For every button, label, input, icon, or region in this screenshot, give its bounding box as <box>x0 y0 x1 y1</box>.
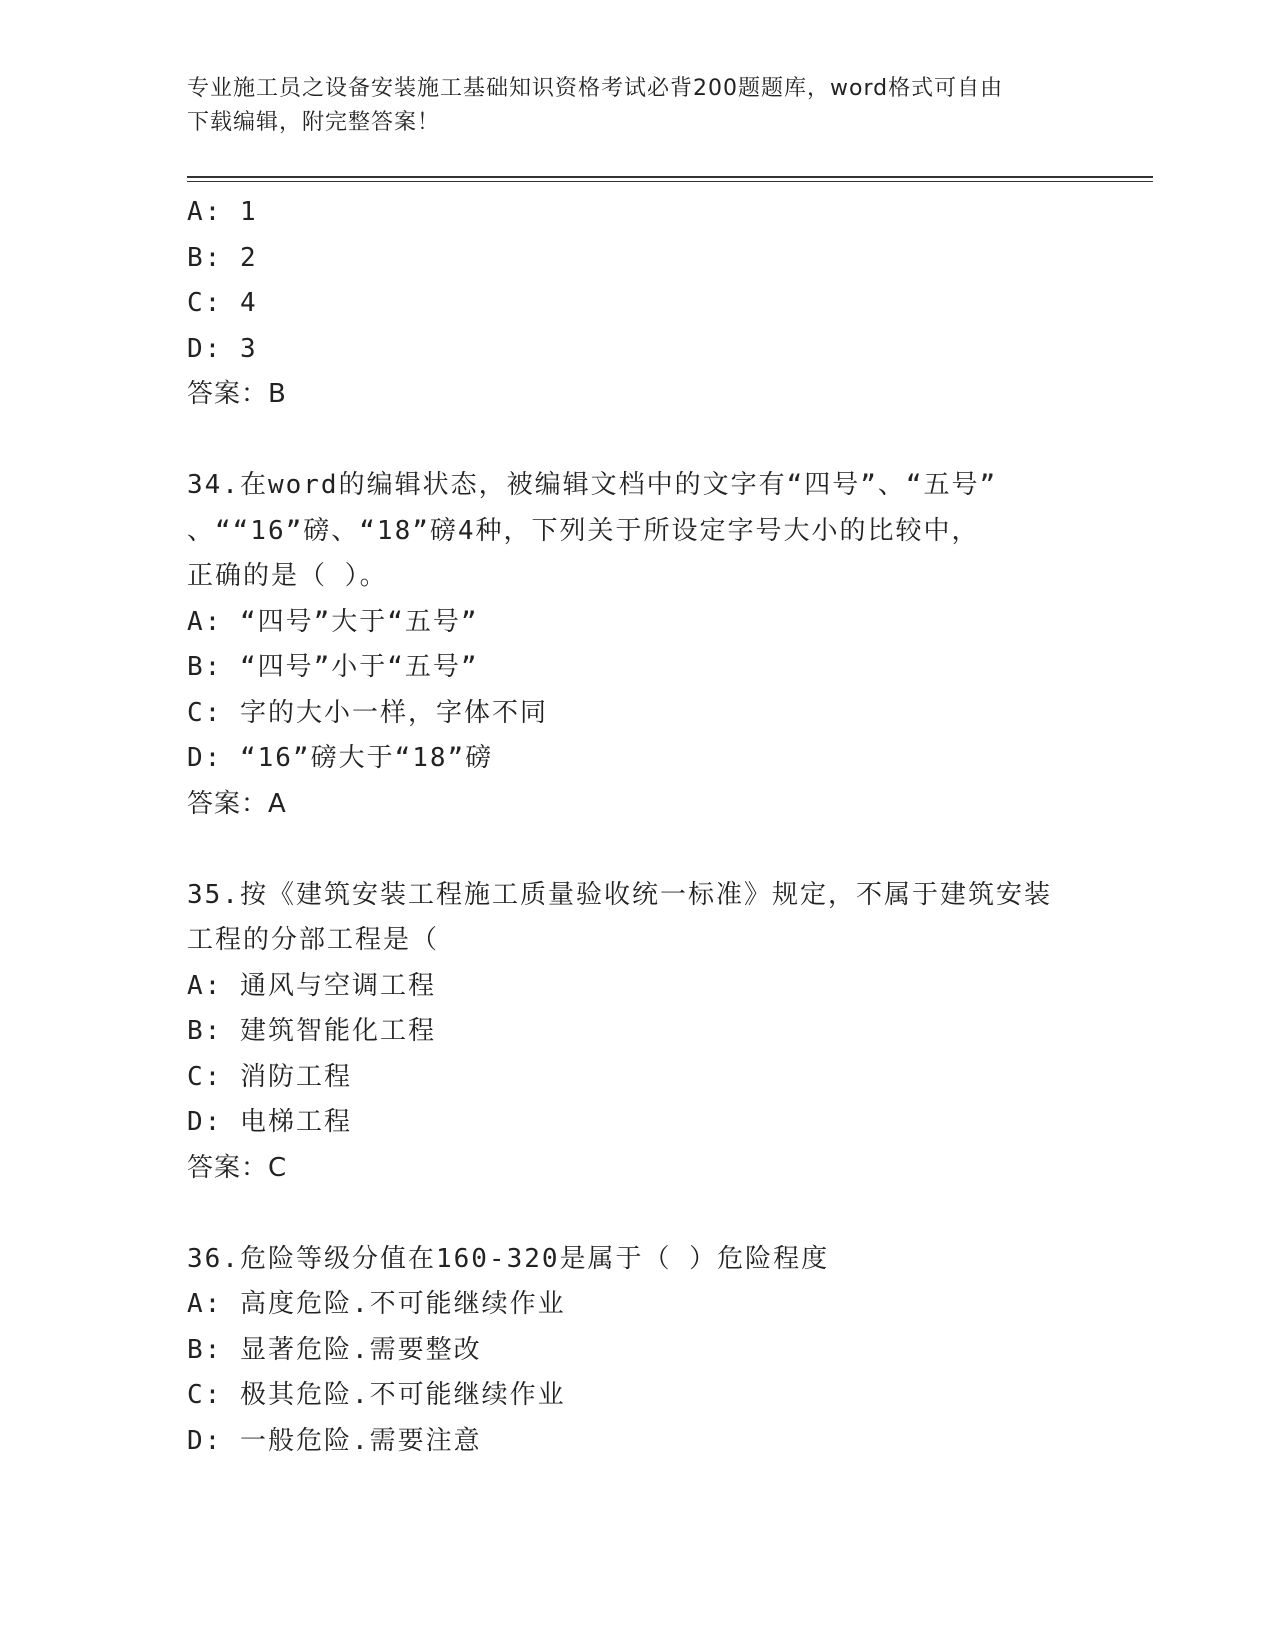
spacer <box>187 1191 1117 1237</box>
option-c: C: 4 <box>187 288 258 318</box>
question-stem <box>187 873 1117 964</box>
stem-line: 36.危险等级分值在160-320是属于（ ）危险程度 <box>187 1243 830 1274</box>
document-header <box>187 72 1087 140</box>
option-a: A: “四号”大于“五号” <box>187 606 479 637</box>
header-line-1: 专业施工员之设备安装施工基础知识资格考试必背200题题库，word格式可自由 <box>187 76 1004 101</box>
question-34 <box>187 463 1117 827</box>
option-a: A: 通风与空调工程 <box>187 970 436 1001</box>
question-33 <box>187 190 1117 418</box>
stem-line: 35.按《建筑安装工程施工质量验收统一标准》规定，不属于建筑安装 <box>187 879 1052 910</box>
option-b: B: 2 <box>187 242 258 273</box>
question-stem <box>187 463 1117 600</box>
spacer <box>187 418 1117 464</box>
option-a: A: 1 <box>187 197 258 227</box>
option-d: D: 3 <box>187 333 258 364</box>
option-b: B: “四号”小于“五号” <box>187 652 479 682</box>
option-d: D: 电梯工程 <box>187 1107 352 1137</box>
stem-line: 工程的分部工程是（ <box>187 925 440 955</box>
question-content <box>187 190 1117 1464</box>
stem-line: 、““16”磅、“18”磅4种，下列关于所设定字号大小的比较中， <box>187 515 980 546</box>
option-a: A: 高度危险.不可能继续作业 <box>187 1289 566 1319</box>
option-c: C: 消防工程 <box>187 1061 352 1092</box>
spacer <box>187 827 1117 873</box>
header-divider-thin <box>187 181 1153 182</box>
stem-line: 34.在word的编辑状态，被编辑文档中的文字有“四号”、“五号” <box>187 470 998 500</box>
header-line-2: 下载编辑，附完整答案！ <box>187 110 441 135</box>
answer-line: 答案：C <box>187 1152 288 1183</box>
option-d: D: 一般危险.需要注意 <box>187 1425 482 1456</box>
stem-line: 正确的是（ ）。 <box>187 561 388 591</box>
option-c: C: 字的大小一样，字体不同 <box>187 697 548 728</box>
answer-line: 答案：A <box>187 788 287 819</box>
question-35 <box>187 873 1117 1192</box>
question-stem <box>187 1237 1117 1283</box>
option-c: C: 极其危险.不可能继续作业 <box>187 1380 566 1410</box>
option-b: B: 显著危险.需要整改 <box>187 1334 482 1365</box>
header-divider-thick <box>187 176 1153 178</box>
question-36 <box>187 1237 1117 1465</box>
option-d: D: “16”磅大于“18”磅 <box>187 743 494 773</box>
option-b: B: 建筑智能化工程 <box>187 1016 436 1046</box>
answer-line: 答案：B <box>187 379 287 409</box>
